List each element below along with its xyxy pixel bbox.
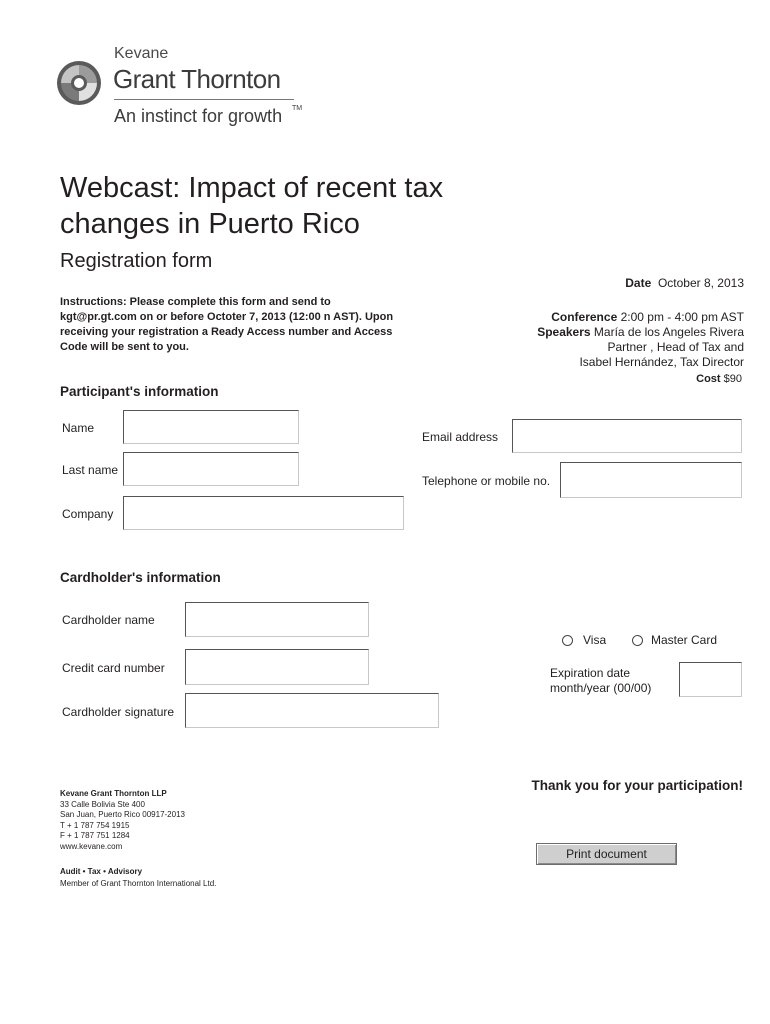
logo-company-small: Kevane bbox=[114, 45, 169, 62]
last-name-field[interactable] bbox=[123, 452, 299, 486]
event-conference bbox=[551, 310, 744, 325]
visa-label: Visa bbox=[583, 633, 607, 647]
email-label: Email address bbox=[422, 430, 499, 444]
print-document-button[interactable]: Print document bbox=[536, 843, 677, 865]
footer-address-line1: 33 Calle Bolivia Ste 400 bbox=[60, 800, 145, 809]
speakers-line3: Isabel Hernández, Tax Director bbox=[579, 355, 744, 369]
logo-trademark: TM bbox=[292, 105, 303, 112]
cost-value: $90 bbox=[723, 373, 742, 385]
footer-phone: T + 1 787 754 1915 bbox=[60, 820, 130, 830]
company-label: Company bbox=[62, 507, 114, 521]
phone-field[interactable] bbox=[560, 462, 742, 498]
page-title: Webcast: Impact of recent tax changes in Puerto Rico bbox=[60, 172, 444, 240]
company-field[interactable] bbox=[123, 496, 404, 530]
event-date bbox=[625, 276, 744, 291]
logo-divider bbox=[114, 99, 294, 100]
logo-company-name: Grant Thornton bbox=[113, 64, 281, 94]
footer-services: Audit • Tax • Advisory bbox=[60, 867, 143, 876]
signature-label: Cardholder signature bbox=[62, 705, 175, 719]
cardholder-name-label: Cardholder name bbox=[62, 613, 155, 627]
date-value: October 8, 2013 bbox=[657, 276, 744, 290]
card-number-label: Credit card number bbox=[62, 661, 165, 675]
last-name-label: Last name bbox=[62, 463, 119, 477]
logo-tagline: An instinct for growth bbox=[114, 106, 283, 126]
cost-label: Cost bbox=[696, 373, 721, 385]
speakers-line2: Partner , Head of Tax and bbox=[607, 340, 744, 354]
footer-member: Member of Grant Thornton International Ltd. bbox=[60, 879, 217, 888]
instructions-text: Instructions: Please complete this form and send to kgt@pr.gt.com on or before Octoter 7, 2013 (12:00 n AST). Upon receiving your registration a Ready Access number and Access Code will be sent to you. bbox=[60, 296, 394, 353]
card-number-field[interactable] bbox=[185, 649, 369, 685]
event-cost bbox=[696, 372, 742, 387]
page-subtitle: Registration form bbox=[60, 250, 213, 272]
participant-section-title: Participant's information bbox=[60, 384, 219, 399]
footer-contact bbox=[60, 800, 185, 852]
footer-address-line2: San Juan, Puerto Rico 00917-2013 bbox=[60, 810, 185, 820]
speakers-line1: María de los Angeles Rivera bbox=[593, 325, 744, 339]
expiration-label bbox=[550, 666, 651, 696]
phone-label: Telephone or mobile no. bbox=[422, 474, 551, 488]
visa-radio[interactable] bbox=[562, 635, 573, 646]
signature-field[interactable] bbox=[185, 693, 439, 728]
cardholder-name-field[interactable] bbox=[185, 602, 369, 637]
event-speakers bbox=[537, 325, 744, 340]
thank-you-message: Thank you for your participation! bbox=[531, 778, 743, 793]
conference-value: 2:00 pm - 4:00 pm AST bbox=[620, 310, 744, 324]
conference-label: Conference bbox=[551, 310, 618, 324]
footer-firm-name: Kevane Grant Thornton LLP bbox=[60, 789, 167, 798]
mastercard-radio[interactable] bbox=[632, 635, 643, 646]
footer-fax: F + 1 787 751 1284 bbox=[60, 831, 130, 841]
name-label: Name bbox=[62, 421, 95, 435]
expiration-field[interactable] bbox=[679, 662, 742, 697]
footer-website: www.kevane.com bbox=[60, 841, 123, 851]
grant-thornton-logo-icon bbox=[56, 60, 102, 106]
mastercard-label: Master Card bbox=[651, 633, 718, 647]
date-label: Date bbox=[625, 276, 652, 290]
expiration-label-line1: Expiration date bbox=[550, 666, 631, 680]
name-field[interactable] bbox=[123, 410, 299, 444]
email-field[interactable] bbox=[512, 419, 742, 453]
speakers-label: Speakers bbox=[537, 325, 591, 339]
cardholder-section-title: Cardholder's information bbox=[60, 570, 221, 585]
expiration-label-line2: month/year (00/00) bbox=[550, 681, 652, 695]
